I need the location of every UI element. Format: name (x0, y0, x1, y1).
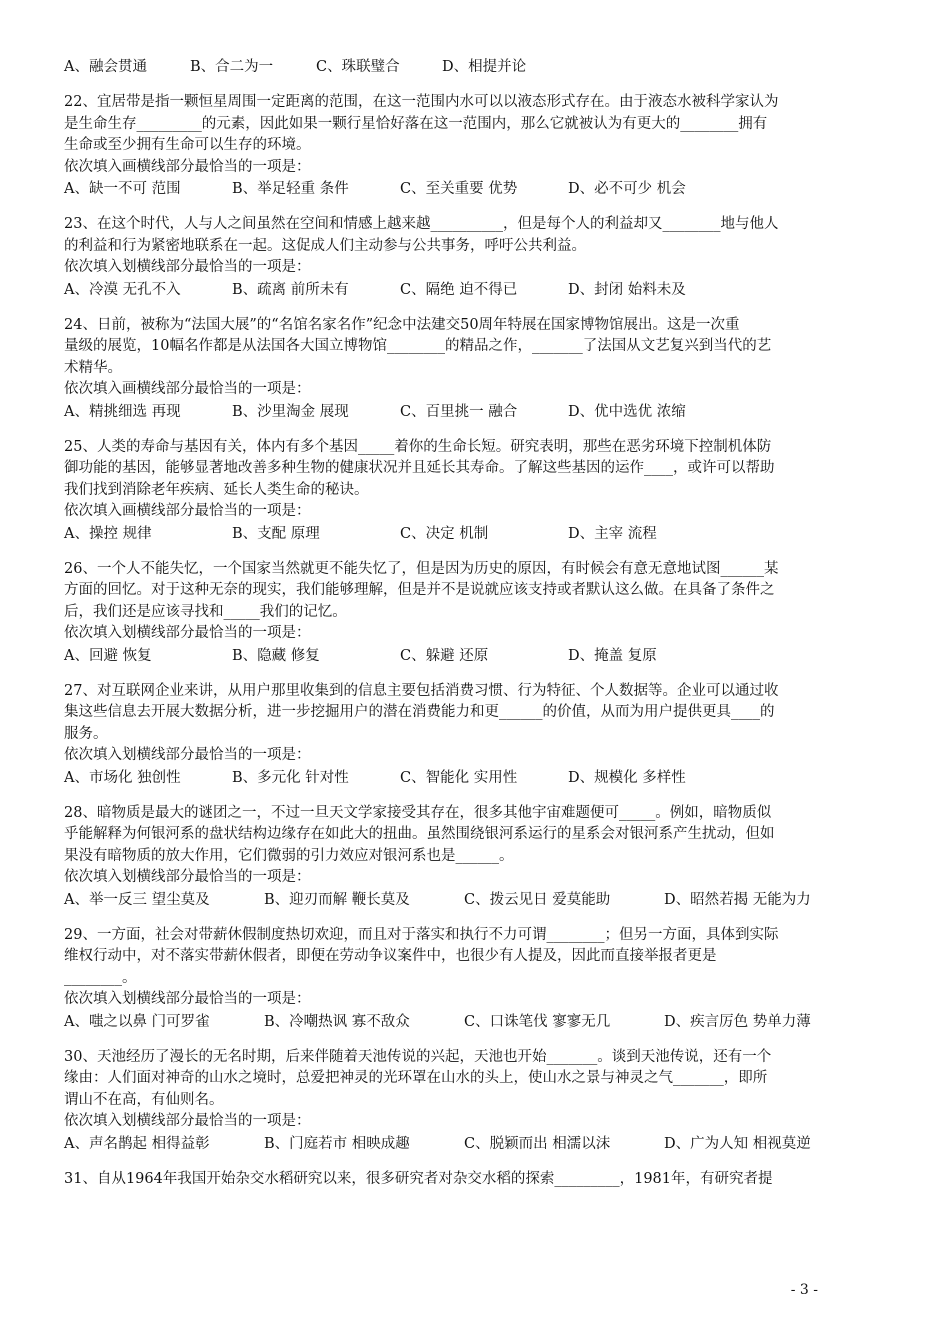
option-a: A、回避 恢复 (64, 647, 152, 664)
option-d: D、优中选优 浓缩 (568, 403, 686, 420)
question-prompt: 依次填入划横线部分最恰当的一项是： (64, 869, 311, 885)
question-block (64, 437, 886, 545)
option-d: D、昭然若揭 无能为力 (664, 891, 811, 908)
option-b: B、沙里淘金 展现 (232, 403, 349, 420)
top-options-block (64, 56, 886, 78)
option-a: A、市场化 独创性 (64, 769, 181, 786)
question-stem-line: 我们找到消除老年疾病、延长人类生命的秘诀。 (64, 481, 369, 498)
option-b: B、合二为一 (190, 59, 274, 75)
option-c: C、拨云见日 爱莫能助 (464, 891, 611, 908)
question-stem-line: 29、一方面，社会对带薪休假制度热切欢迎，而且对于落实和执行不力可谓________；但另一方面，具体到实际 (64, 926, 779, 943)
question-options (64, 645, 886, 667)
option-b: B、支配 原理 (232, 525, 320, 542)
question-options (64, 401, 886, 423)
option-d: D、相提并论 (442, 59, 527, 75)
option-c: C、决定 机制 (400, 525, 489, 542)
option-a: A、冷漠 无孔不入 (64, 281, 181, 298)
question-stem-line: 术精华。 (64, 359, 122, 376)
question-prompt: 依次填入划横线部分最恰当的一项是： (64, 259, 311, 275)
question-options (64, 279, 886, 301)
question-prompt: 依次填入画横线部分最恰当的一项是： (64, 503, 311, 519)
question-options (64, 178, 886, 200)
option-b: B、冷嘲热讽 寡不敌众 (264, 1013, 410, 1030)
option-b: B、门庭若市 相映成趣 (264, 1135, 410, 1152)
question-stem-line: 22、宜居带是指一颗恒星周围一定距离的范围，在这一范围内水可以以液态形式存在。由于液态水被科学家认为 (64, 94, 779, 110)
question-stem-line: 量级的展览，10幅名作都是从法国各大国立博物馆________的精品之作，_______了法国从文艺复兴到当代的艺 (64, 338, 772, 354)
option-c: C、智能化 实用性 (400, 769, 518, 786)
question-stem-line: 缘由：人们面对神奇的山水之境时，总爱把神灵的光环罩在山水的头上，使山水之景与神灵之气_______，即所 (64, 1070, 768, 1086)
question-prompt: 依次填入画横线部分最恰当的一项是： (64, 381, 311, 397)
option-b: B、迎刃而解 鞭长莫及 (264, 891, 410, 908)
question-stem-line: 是生命生存_________的元素，因此如果一颗行星恰好落在这一范围内，那么它就被认为有更大的________拥有 (64, 115, 768, 132)
question-stem-line: 25、人类的寿命与基因有关，体内有多个基因_____着你的生命长短。研究表明，那些在恶劣环境下控制机体防 (64, 438, 772, 455)
document-page: A、融会贯通 B、合二为一 C、珠联璧合 D、相提并论 22、宜居带是指一颗恒星周围一定距离的范围，在这一范围内水可以以液态形式存在。由于液态水被科学家认为 是生命生存_________的元素，因此如果一颗行星恰好落在这一范围内，那么它就被认为有更大的________拥有 生命或至少拥有生命可以生存的环境。 依次填入画横线部分最恰当的一项是： A、缺一不可 范围 B、举足轻重 条件 C、至关重要 优势 D、必不可少 机会 23、在这个时代，人与人之间虽然在空间和情感上越来越__________，但是每个人的利益却又________地与他人 的利益和行为紧密地联系在一起。这促成人们主动参与公共事务，呼吁公共利益。 依次填入划横线部分最恰当的一项是： A、冷漠 无孔不入 B、疏离 前所未有 C、隔绝 迫不得已 D、封闭 始料未及 24、日前，被称为“法国大展”的“名馆名家名作”纪念中法建交50周年特展在国家博物馆展出。这是一次重 量级的展览，10幅名作都是从法国各大国立博物馆________的精品之作，_______了法国从文艺复兴到当代的艺 术精华。 依次填入画横线部分最恰当的一项是： A、精挑细选 再现 B、沙里淘金 展现 C、百里挑一 融合 D、优中选优 浓缩 25、人类的寿命与基因有关，体内有多个基因_____着你的生命长短。研究表明，那些在恶劣环境下控制机体防 御功能的基因，能够显著地改善多种生物的健康状况并且延长其寿命。了解这些基因的运作____，或许可以帮助 我们找到消除老年疾病、延长人类生命的秘诀。 依次填入画横线部分最恰当的一项是： A、操控 规律 B、支配 原理 C、决定 机制 D、主宰 流程 26、一个人不能失忆，一个国家当然就更不能失忆了，但是因为历史的原因，有时候会有意无意地试图______某 方面的回忆。对于这种无奈的现实，我们能够理解，但是并不是说就应该支持或者默认这么做。在具备了条件之 后，我们还是应该寻找和_____我们的记忆。 依次填入划横线部分最恰当的一项是： A、回避 恢复 B、隐藏 修复 C、躲避 还原 D、掩盖 复原 27、对互联网企业来讲，从用户那里收集到的信息主要包括消费习惯、行为特征、个人数据等。企业可以通过收 集这些信息去开展大数据分析，进一步挖掘用户的潜在消费能力和更______的价值，从而为用户提供更具____的 服务。 依次填入划横线部分最恰当的一项是： A、市场化 独创性 B、多元化 针对性 C、智能化 实用性 D、规模化 多样性 28、暗物质是最大的谜团之一，不过一旦天文学家接受其存在，很多其他宇宙难题便可_____。例如，暗物质似 乎能解释为何银河系的盘状结构边缘存在如此大的扭曲。虽然围绕银河系运行的星系会对银河系产生扰动，但如 果没有暗物质的放大作用，它们微弱的引力效应对银河系也是______。 依次填入划横线部分最恰当的一项是： A、举一反三 望尘莫及 B、迎刃而解 鞭长莫及 C、拨云见日 爱莫能助 D、昭然若揭 无能为力 29、一方面，社会对带薪休假制度热切欢迎，而且对于落实和执行不力可谓________；但另一方面，具体到实际 维权行动中，对不落实带薪休假者，即便在劳动争议案件中，也很少有人提及，因此而直接举报者更是 ________。 依次填入划横线部分最恰当的一项是： A、嗤之以鼻 门可罗雀 B、冷嘲热讽 寡不敌众 C、口诛笔伐 寥寥无几 D、疾言厉色 势单力薄 30、天池经历了漫长的无名时期，后来伴随着天池传说的兴起，天池也开始_______。谈到天池传说，还有一个 缘由：人们面对神奇的山水之境时，总爱把神灵的光环罩在山水的头上，使山水之景与神灵之气_______，即所 谓山不在高，有仙则名。 依次填入划横线部分最恰当的一项是： A、声名鹊起 相得益彰 B、门庭若市 相映成趣 C、脱颖而出 相濡以沫 D、广为人知 相视莫逆 31、自从1964年我国开始杂交水稻研究以来，很多研究者对杂交水稻的探索_________，1981年，有研究者提 - 3 - (0, 0, 950, 1344)
question-stem-line: 28、暗物质是最大的谜团之一，不过一旦天文学家接受其存在，很多其他宇宙难题便可_____。例如，暗物质似 (64, 804, 772, 821)
question-options (64, 1011, 886, 1033)
option-d: D、必不可少 机会 (568, 181, 686, 197)
option-a: A、精挑细选 再现 (64, 403, 181, 420)
option-d: D、疾言厉色 势单力薄 (664, 1013, 811, 1030)
option-d: D、封闭 始料未及 (568, 281, 686, 298)
option-b: B、隐藏 修复 (232, 647, 320, 664)
question-prompt: 依次填入划横线部分最恰当的一项是： (64, 625, 311, 641)
option-c: C、脱颖而出 相濡以沫 (464, 1135, 611, 1152)
option-d: D、主宰 流程 (568, 525, 657, 542)
question-stem-line: 生命或至少拥有生命可以生存的环境。 (64, 137, 311, 153)
question-stem-line: 谓山不在高，有仙则名。 (64, 1091, 224, 1108)
option-d: D、广为人知 相视莫逆 (664, 1135, 811, 1152)
question-stem-line: ________。 (64, 969, 137, 986)
question-stem-line: 23、在这个时代，人与人之间虽然在空间和情感上越来越__________，但是每个人的利益却又________地与他人 (64, 216, 779, 232)
question-prompt: 依次填入画横线部分最恰当的一项是： (64, 158, 311, 175)
question-stem-line: 集这些信息去开展大数据分析，进一步挖掘用户的潜在消费能力和更______的价值，从而为用户提供更具____的 (64, 704, 775, 720)
option-c: C、珠联璧合 (316, 59, 400, 75)
question-prompt: 依次填入划横线部分最恰当的一项是： (64, 991, 311, 1007)
option-a: A、嗤之以鼻 门可罗雀 (64, 1013, 210, 1030)
question-options (64, 889, 886, 911)
option-b: B、多元化 针对性 (232, 769, 349, 786)
top-options (64, 56, 886, 78)
option-c: C、躲避 还原 (400, 647, 489, 664)
question-prompt: 依次填入划横线部分最恰当的一项是： (64, 1113, 311, 1129)
document-content (64, 56, 886, 1190)
question-options (64, 523, 886, 545)
question-options (64, 1133, 886, 1155)
option-d: D、规模化 多样性 (568, 769, 686, 786)
option-a: A、声名鹊起 相得益彰 (64, 1135, 210, 1152)
option-a: A、融会贯通 (64, 59, 147, 75)
question-stem-line: 乎能解释为何银河系的盘状结构边缘存在如此大的扭曲。虽然围绕银河系运行的星系会对银河系产生扰动，但如 (64, 826, 775, 842)
question-block (64, 1169, 886, 1191)
question-stem-line: 24、日前，被称为“法国大展”的“名馆名家名作”纪念中法建交50周年特展在国家博物馆展出。这是一次重 (64, 316, 740, 333)
question-stem-line: 的利益和行为紧密地联系在一起。这促成人们主动参与公共事务，呼吁公共利益。 (64, 237, 586, 254)
question-stem-line: 御功能的基因，能够显著地改善多种生物的健康状况并且延长其寿命。了解这些基因的运作____，或许可以帮助 (64, 460, 775, 476)
question-options (64, 767, 886, 789)
question-stem-line: 服务。 (64, 725, 108, 742)
question-block (64, 925, 886, 1033)
option-c: C、口诛笔伐 寥寥无几 (464, 1013, 611, 1030)
question-block (64, 681, 886, 789)
question-block (64, 214, 886, 301)
option-d: D、掩盖 复原 (568, 647, 657, 664)
question-stem-line: 27、对互联网企业来讲，从用户那里收集到的信息主要包括消费习惯、行为特征、个人数据等。企业可以通过收 (64, 682, 779, 699)
question-stem-line: 26、一个人不能失忆，一个国家当然就更不能失忆了，但是因为历史的原因，有时候会有意无意地试图______某 (64, 560, 779, 577)
option-c: C、至关重要 优势 (400, 181, 518, 197)
question-stem-line: 31、自从1964年我国开始杂交水稻研究以来，很多研究者对杂交水稻的探索_________，1981年，有研究者提 (64, 1170, 773, 1187)
question-stem-line: 果没有暗物质的放大作用，它们微弱的引力效应对银河系也是______。 (64, 847, 514, 864)
question-stem-line: 维权行动中，对不落实带薪休假者，即便在劳动争议案件中，也很少有人提及，因此而直接举报者更是 (64, 948, 717, 964)
question-stem-line: 后，我们还是应该寻找和_____我们的记忆。 (64, 603, 347, 620)
option-a: A、操控 规律 (64, 525, 152, 542)
option-a: A、缺一不可 范围 (64, 181, 181, 197)
question-block (64, 92, 886, 200)
question-block (64, 559, 886, 667)
option-b: B、疏离 前所未有 (232, 281, 349, 298)
question-block (64, 1047, 886, 1155)
option-c: C、百里挑一 融合 (400, 403, 518, 420)
question-stem-line: 30、天池经历了漫长的无名时期，后来伴随着天池传说的兴起，天池也开始_______。谈到天池传说，还有一个 (64, 1048, 772, 1065)
option-b: B、举足轻重 条件 (232, 181, 349, 197)
question-block (64, 315, 886, 423)
question-stem-line: 方面的回忆。对于这种无奈的现实，我们能够理解，但是并不是说就应该支持或者默认这么做。在具备了条件之 (64, 582, 775, 598)
option-a: A、举一反三 望尘莫及 (64, 891, 210, 908)
question-block (64, 803, 886, 911)
option-c: C、隔绝 迫不得已 (400, 281, 518, 298)
question-prompt: 依次填入划横线部分最恰当的一项是： (64, 747, 311, 763)
